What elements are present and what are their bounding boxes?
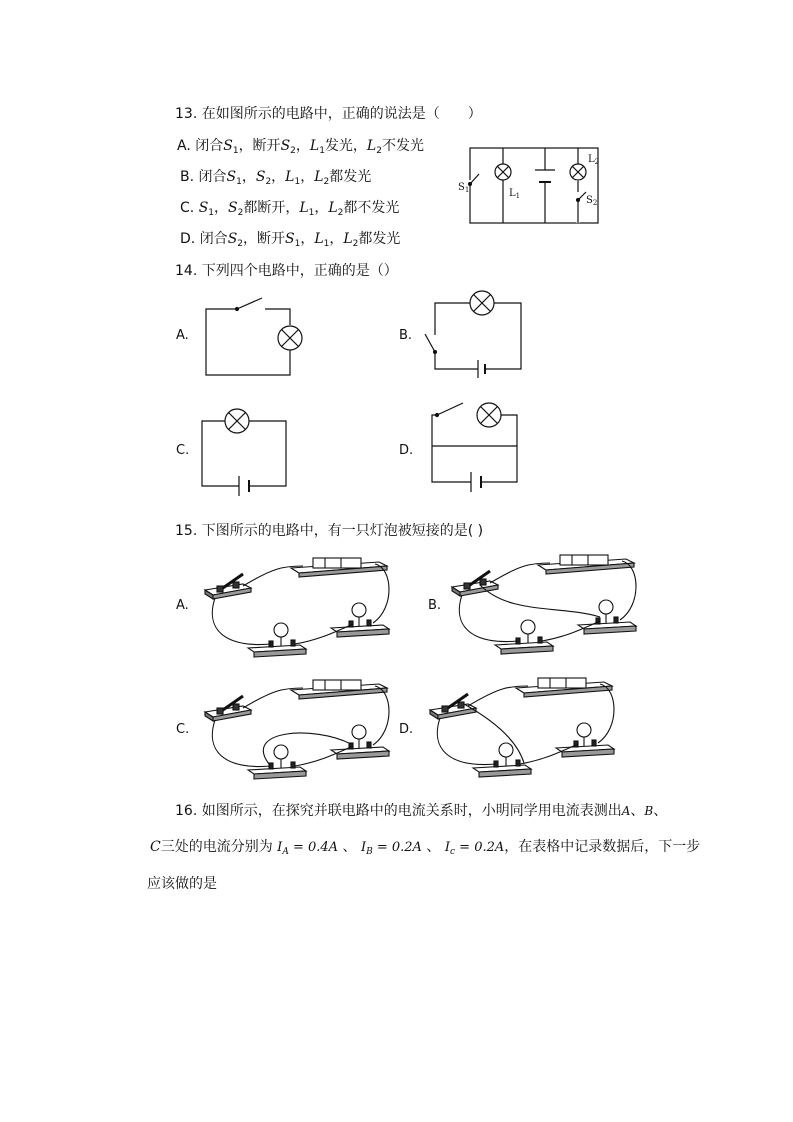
- q13-option-b[interactable]: B. 闭合$S_1$，$S_2$，$L_1$，$L_2$都发光: [180, 169, 372, 187]
- q15-label-c[interactable]: C.: [176, 722, 190, 737]
- label-s1: S: [458, 182, 465, 193]
- q13-stem: 13. 在如图所示的电路中，正确的说法是（ ）: [175, 106, 482, 122]
- svg-text:S1: $S_1$: [458, 182, 470, 194]
- label-s2: S: [586, 195, 593, 206]
- q14-circuit-b: [425, 288, 525, 380]
- q13-option-d[interactable]: D. 闭合$S_2$，断开$S_1$，$L_1$，$L_2$都发光: [180, 231, 401, 249]
- q14-label-a[interactable]: A.: [176, 328, 189, 343]
- q13-option-a[interactable]: A. 闭合$S_1$，断开$S_2$，$L_1$发光，$L_2$不发光: [177, 138, 424, 156]
- q15-circuit-d: [428, 668, 618, 783]
- q14-stem: 14. 下列四个电路中，正确的是（）: [175, 263, 398, 279]
- q13-option-c[interactable]: C. $S_1$，$S_2$都断开，$L_1$，$L_2$都不发光: [180, 200, 400, 218]
- svg-text:L1: $L_1$: [509, 188, 521, 200]
- q16-line-2: C三处的电流分别为 $I_A = 0.4A$ 、 $I_B = 0.2A$ 、 $I_c = 0.2A$，在表格中记录数据后，下一步: [150, 839, 701, 857]
- q15-label-a[interactable]: A.: [176, 598, 189, 613]
- q14-circuit-a: [200, 295, 300, 380]
- q13-circuit-diagram: [455, 140, 615, 235]
- current-ia: $I_A = 0.4A$: [277, 840, 339, 857]
- q14-label-b[interactable]: B.: [399, 328, 413, 343]
- q15-circuit-a: [203, 548, 393, 663]
- svg-text:L2: $L_2$: [588, 154, 600, 166]
- q16-line-1: 16. 如图所示，在探究并联电路中的电流关系时，小明同学用电流表测出A、B、: [175, 803, 668, 819]
- label-l1: L: [509, 188, 516, 199]
- q14-label-c[interactable]: C.: [176, 443, 190, 458]
- q16-line-3: 应该做的是: [147, 876, 217, 892]
- q15-stem: 15. 下图所示的电路中，有一只灯泡被短接的是( ): [175, 523, 484, 539]
- svg-text:S2: $S_2$: [586, 195, 598, 207]
- q14-circuit-c: [197, 406, 292, 498]
- current-ib: $I_B = 0.2A$: [360, 840, 422, 857]
- q14-label-d[interactable]: D.: [399, 443, 414, 458]
- q15-label-d[interactable]: D.: [399, 722, 414, 737]
- q14-circuit-d: [425, 398, 525, 496]
- label-l2: L: [588, 154, 595, 165]
- q15-circuit-b: [450, 545, 640, 660]
- q15-label-b[interactable]: B.: [428, 598, 442, 613]
- current-ic: $I_c = 0.2A$: [444, 840, 505, 857]
- q15-circuit-c: [203, 670, 393, 785]
